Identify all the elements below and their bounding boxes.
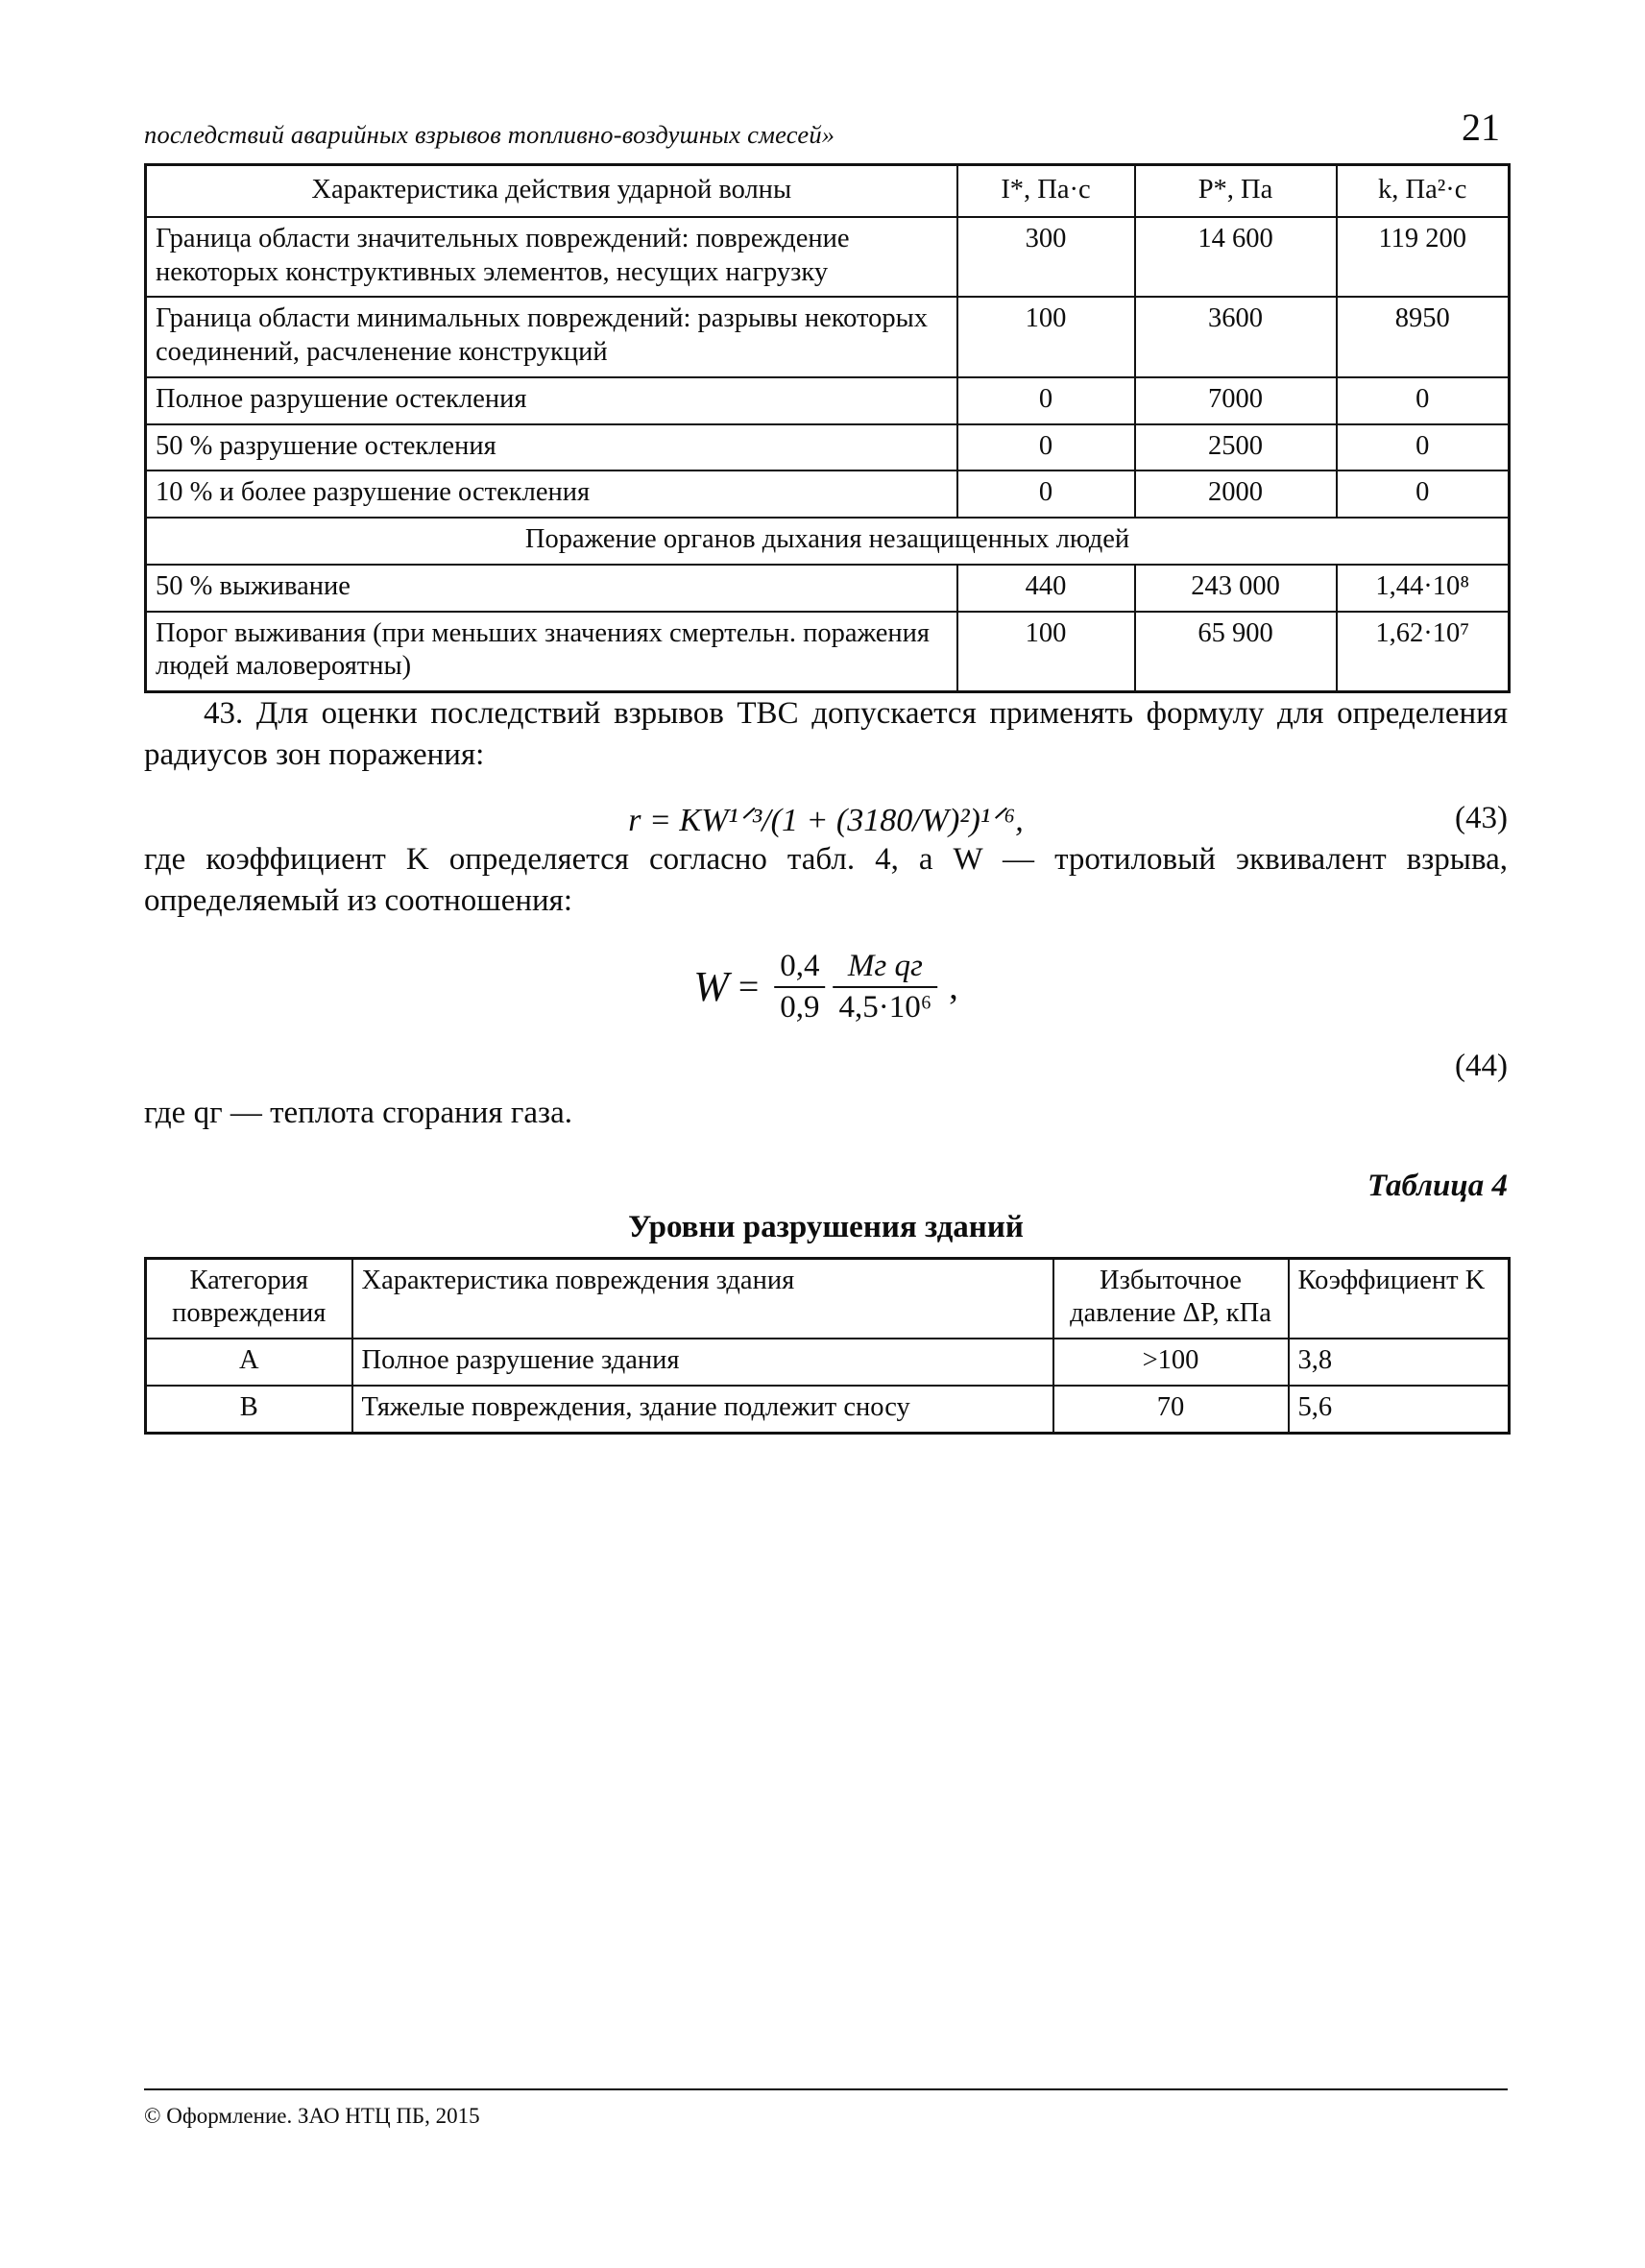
cell-impulse: 300 xyxy=(957,217,1135,298)
cell-damage-characteristic: Тяжелые повреждения, здание подлежит сносу xyxy=(352,1386,1053,1433)
cell-characteristic: 50 % выживание xyxy=(146,565,957,612)
cell-pressure: 7000 xyxy=(1135,377,1337,424)
table-row xyxy=(146,297,1510,377)
cell-category: В xyxy=(146,1386,352,1433)
table-4-label: Таблица 4 xyxy=(1367,1168,1508,1203)
paragraph-43: 43. Для оценки последствий взрывов ТВС допускается применять формулу для определения радиусов зон поражения: xyxy=(144,696,1508,773)
cell-impulse: 0 xyxy=(957,424,1135,471)
table-row xyxy=(146,1386,1510,1433)
cell-section-title: Поражение органов дыхания незащищенных людей xyxy=(146,518,1510,565)
formula-43-number: (43) xyxy=(1455,800,1508,835)
cell-characteristic: 50 % разрушение остекления xyxy=(146,424,957,471)
cell-k: 119 200 xyxy=(1337,217,1510,298)
running-title: последствий аварийных взрывов топливно-воздушных смесей» xyxy=(144,120,835,149)
table-header-row xyxy=(146,165,1510,217)
formula-44-block xyxy=(144,949,1508,1093)
table-row xyxy=(146,1339,1510,1386)
formula-44 xyxy=(693,949,958,1025)
cell-coefficient: 5,6 xyxy=(1289,1386,1510,1433)
cell-k: 0 xyxy=(1337,424,1510,471)
shockwave-effects-table-wrapper xyxy=(144,163,1508,693)
col-header-pressure: P*, Па xyxy=(1135,165,1337,217)
table-row xyxy=(146,377,1510,424)
cell-impulse: 100 xyxy=(957,612,1135,692)
paragraph-where-q: где qг — теплота сгорания газа. xyxy=(144,1095,572,1130)
page-number: 21 xyxy=(1462,106,1500,149)
cell-characteristic: Полное разрушение остекления xyxy=(146,377,957,424)
cell-pressure: 2000 xyxy=(1135,470,1337,518)
shockwave-effects-table xyxy=(144,163,1511,693)
col-header-characteristic: Характеристика действия ударной волны xyxy=(146,165,957,217)
fraction-denominator: 4,5·10⁶ xyxy=(834,986,938,1025)
table-section-row xyxy=(146,518,1510,565)
cell-k: 1,44·10⁸ xyxy=(1337,565,1510,612)
cell-characteristic: Граница области минимальных повреждений: разрывы некоторых соединений, расчленение конструкций xyxy=(146,297,957,377)
formula-43-line xyxy=(144,801,1508,839)
cell-impulse: 0 xyxy=(957,470,1135,518)
formula-44-lhs: W xyxy=(693,963,729,1011)
copyright-text: © Оформление. ЗАО НТЦ ПБ, 2015 xyxy=(144,2104,480,2128)
col-header-impulse: I*, Па·с xyxy=(957,165,1135,217)
fraction-denominator: 0,9 xyxy=(774,986,825,1025)
cell-characteristic: Порог выживания (при меньших значениях смертельн. поражения людей маловероятны) xyxy=(146,612,957,692)
cell-category: А xyxy=(146,1339,352,1386)
formula-44-fraction-2 xyxy=(834,949,938,1025)
cell-characteristic: Граница области значительных повреждений: повреждение некоторых конструктивных элементов, несущих нагрузку xyxy=(146,217,957,298)
cell-k: 0 xyxy=(1337,377,1510,424)
col-header-damage-characteristic: Характеристика повреждения здания xyxy=(352,1258,1053,1339)
formula-44-equals: = xyxy=(738,966,760,1007)
cell-pressure: 2500 xyxy=(1135,424,1337,471)
table-row xyxy=(146,217,1510,298)
cell-pressure: 65 900 xyxy=(1135,612,1337,692)
table-4-title: Уровни разрушения зданий xyxy=(628,1209,1024,1244)
col-header-category: Категория повреждения xyxy=(146,1258,352,1339)
table-row xyxy=(146,565,1510,612)
cell-k: 0 xyxy=(1337,470,1510,518)
page-content xyxy=(144,96,1508,1435)
formula-44-fraction-1 xyxy=(774,949,825,1025)
cell-k: 1,62·10⁷ xyxy=(1337,612,1510,692)
footer-divider xyxy=(144,2088,1508,2090)
cell-overpressure: 70 xyxy=(1053,1386,1289,1433)
table-row xyxy=(146,424,1510,471)
cell-overpressure: >100 xyxy=(1053,1339,1289,1386)
formula-44-tail: , xyxy=(949,966,958,1007)
cell-pressure: 243 000 xyxy=(1135,565,1337,612)
page-footer xyxy=(144,2088,1508,2129)
fraction-numerator: 0,4 xyxy=(780,948,820,983)
fraction-numerator: Мг qг xyxy=(847,948,923,983)
formula-43: r = KW¹ᐟ³/(1 + (3180/W)²)¹ᐟ⁶, xyxy=(628,802,1024,838)
formula-44-number: (44) xyxy=(1455,1048,1508,1083)
col-header-overpressure: Избыточное давление ΔP, кПа xyxy=(1053,1258,1289,1339)
cell-damage-characteristic: Полное разрушение здания xyxy=(352,1339,1053,1386)
table-row xyxy=(146,612,1510,692)
cell-pressure: 14 600 xyxy=(1135,217,1337,298)
table-row xyxy=(146,470,1510,518)
paragraph-where-k: где коэффициент K определяется согласно табл. 4, а W — тротиловый эквивалент взрыва, определяемый из соотношения: xyxy=(144,841,1508,918)
table-header-row xyxy=(146,1258,1510,1339)
col-header-coefficient: Коэффициент K xyxy=(1289,1258,1510,1339)
cell-impulse: 100 xyxy=(957,297,1135,377)
col-header-k: k, Па²·с xyxy=(1337,165,1510,217)
cell-coefficient: 3,8 xyxy=(1289,1339,1510,1386)
cell-impulse: 440 xyxy=(957,565,1135,612)
cell-pressure: 3600 xyxy=(1135,297,1337,377)
building-damage-table xyxy=(144,1257,1511,1435)
cell-characteristic: 10 % и более разрушение остекления xyxy=(146,470,957,518)
cell-k: 8950 xyxy=(1337,297,1510,377)
running-header xyxy=(144,96,1508,150)
cell-impulse: 0 xyxy=(957,377,1135,424)
